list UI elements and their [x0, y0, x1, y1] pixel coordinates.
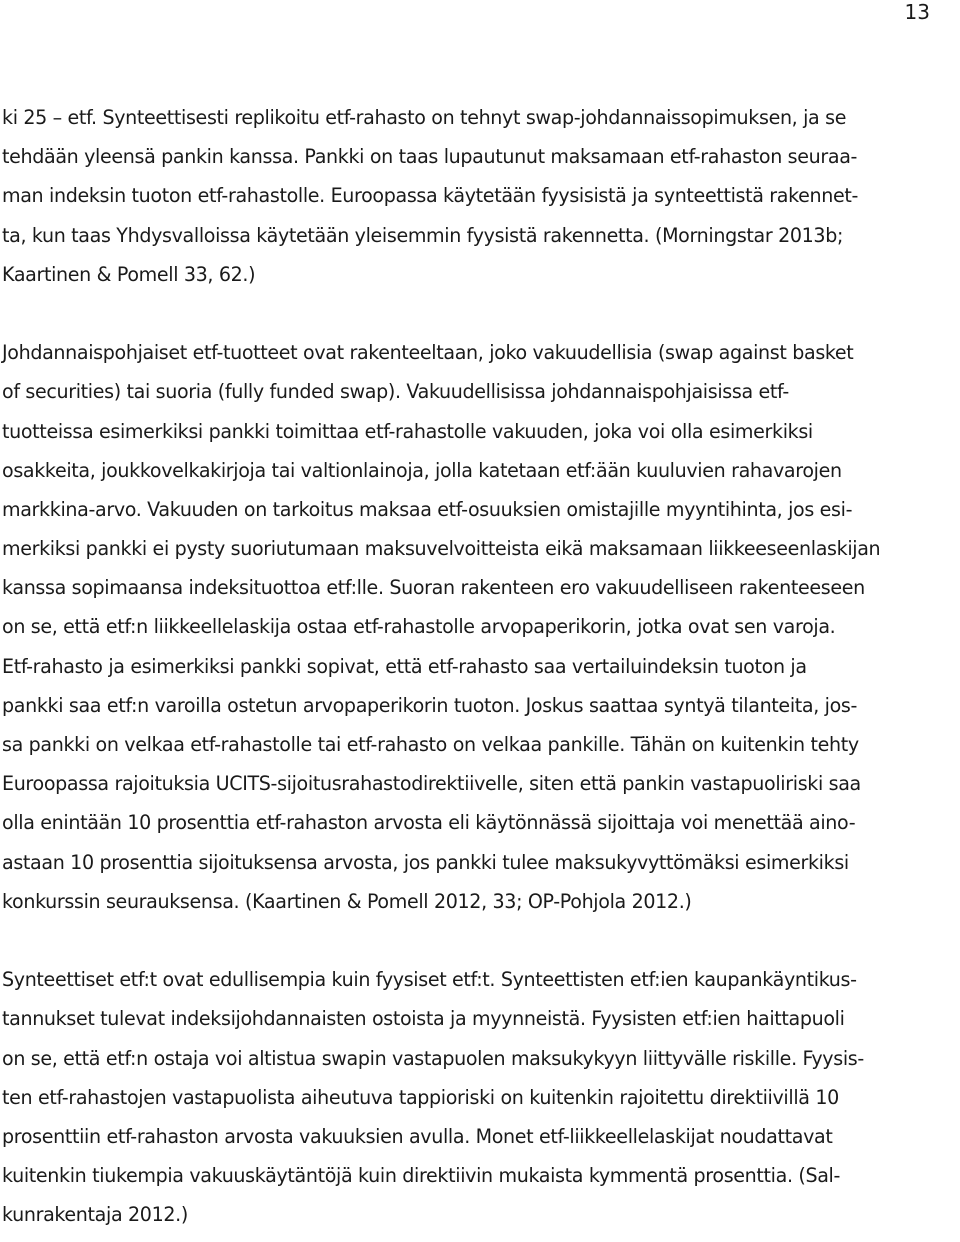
text-line: olla enintään 10 prosenttia etf-rahaston arvosta eli käytönnässä sijoittaja voi menettää aino-	[2, 811, 856, 835]
page-number: 13	[904, 0, 930, 24]
text-line: kunrakentaja 2012.)	[2, 1203, 188, 1227]
text-line: ten etf-rahastojen vastapuolista aiheutuva tappioriski on kuitenkin rajoitettu direktiivillä 10	[2, 1085, 839, 1109]
text-line: of securities) tai suoria (fully funded swap). Vakuudellisissa johdannaispohjaisissa etf-	[2, 380, 789, 404]
text-line: Synteettiset etf:t ovat edullisempia kuin fyysiset etf:t. Synteettisten etf:ien kaupankäyntikus-	[2, 968, 857, 992]
text-line: markkina-arvo. Vakuuden on tarkoitus maksaa etf-osuuksien omistajille myyntihinta, jos esi-	[2, 497, 853, 521]
paragraph-spacer	[2, 294, 958, 333]
text-line: man indeksin tuoton etf-rahastolle. Euroopassa käytetään fyysisistä ja synteettistä rakennet-	[2, 184, 859, 208]
text-line: kuitenkin tiukempia vakuuskäytäntöjä kuin direktiivin mukaista kymmentä prosenttia. (Sal-	[2, 1164, 841, 1188]
text-line: merkiksi pankki ei pysty suoriutumaan maksuvelvoitteista eikä maksamaan liikkeeseenlaskijan	[2, 537, 881, 561]
text-line: tannukset tulevat indeksijohdannaisten ostoista ja myynneistä. Fyysisten etf:ien haittapuoli	[2, 1007, 845, 1031]
text-line: tuotteissa esimerkiksi pankki toimittaa etf-rahastolle vakuuden, joka voi olla esimerkiksi	[2, 419, 813, 443]
text-line: pankki saa etf:n varoilla ostetun arvopaperikorin tuoton. Joskus saattaa syntyä tilanteita, jos-	[2, 693, 858, 717]
paragraph-derivative-structures	[2, 333, 958, 921]
text-line: sa pankki on velkaa etf-rahastolle tai etf-rahasto on velkaa pankille. Tähän on kuitenkin tehty	[2, 733, 859, 756]
text-line: Euroopassa rajoituksia UCITS-sijoitusrahastodirektiivelle, siten että pankin vastapuoliriski saa	[2, 772, 861, 796]
text-line: konkurssin seurauksensa. (Kaartinen & Pomell 2012, 33; OP-Pohjola 2012.)	[2, 889, 692, 913]
paragraph-synthetic-vs-physical	[2, 960, 958, 1234]
text-line: astaan 10 prosenttia sijoituksensa arvosta, jos pankki tulee maksukyvyttömäksi esimerkiksi	[2, 850, 849, 874]
text-line: on se, että etf:n liikkeellelaskija ostaa etf-rahastolle arvopaperikorin, jotka ovat sen varoja.	[2, 615, 836, 639]
text-line: on se, että etf:n ostaja voi altistua swapin vastapuolen maksukykyyn liittyvälle riskille. Fyysis-	[2, 1046, 864, 1070]
paragraph-etf-synthetic-intro	[2, 98, 958, 294]
text-line: Kaartinen & Pomell 33, 62.)	[2, 262, 256, 286]
text-line: ki 25 – etf. Synteettisesti replikoitu etf-rahasto on tehnyt swap-johdannaissopimuksen, ja se	[2, 106, 847, 129]
text-line: Etf-rahasto ja esimerkiksi pankki sopivat, että etf-rahasto saa vertailuindeksin tuoton ja	[2, 654, 807, 678]
text-line: osakkeita, joukkovelkakirjoja tai valtionlainoja, jolla katetaan etf:ään kuuluvien rahavarojen	[2, 458, 842, 482]
text-line: prosenttiin etf-rahaston arvosta vakuuksien avulla. Monet etf-liikkeellelaskijat noudattavat	[2, 1124, 833, 1148]
text-line: kanssa sopimaansa indeksituottoa etf:lle. Suoran rakenteen ero vakuudelliseen rakenteeseen	[2, 576, 865, 600]
paragraph-spacer	[2, 921, 958, 960]
document-body	[2, 98, 958, 1234]
text-line: tehdään yleensä pankin kanssa. Pankki on taas lupautunut maksamaan etf-rahaston seuraa-	[2, 145, 858, 169]
text-line: Johdannaispohjaiset etf-tuotteet ovat rakenteeltaan, joko vakuudellisia (swap against basket	[2, 341, 854, 365]
text-line: ta, kun taas Yhdysvalloissa käytetään yleisemmin fyysistä rakennetta. (Morningstar 2013b;	[2, 223, 844, 247]
